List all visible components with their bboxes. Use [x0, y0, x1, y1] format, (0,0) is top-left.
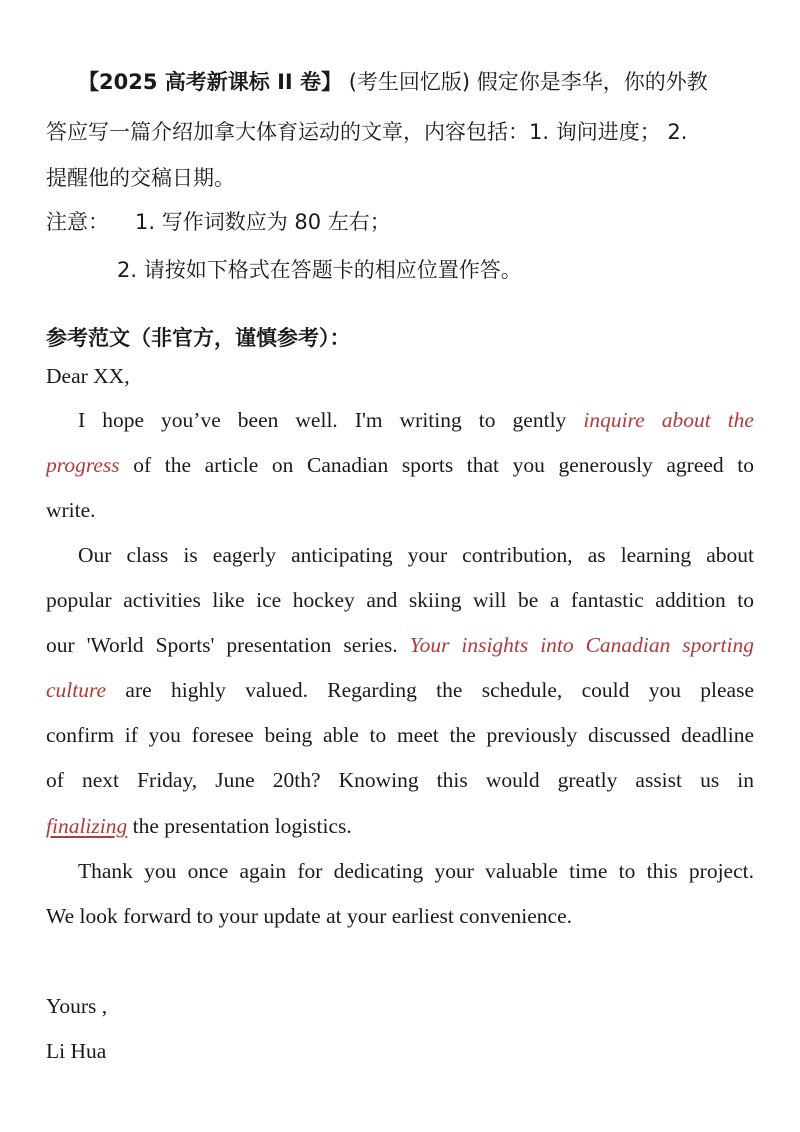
salutation: Dear XX, [46, 364, 130, 388]
p1-line-2-text: of the article on Canadian sports that you generously agreed to [119, 453, 754, 477]
p2-line-3-text: our 'World Sports' presentation series. [46, 633, 410, 657]
p1-line-3: write. [46, 498, 96, 522]
note-label: 注意： [46, 210, 109, 234]
p1-line-2 [46, 453, 754, 478]
prompt-line-2: 答应写一篇介绍加拿大体育运动的文章，内容包括：1. 询问进度； 2. [46, 120, 688, 144]
prompt-line-3: 提醒他的交稿日期。 [46, 166, 235, 190]
highlight-inquire: inquire about the [583, 408, 754, 432]
note-item-2: 2. 请按如下格式在答题卡的相应位置作答。 [117, 258, 522, 282]
p3-line-1: Thank you once again for dedicating your valuable time to this project. [78, 859, 754, 883]
highlight-progress: progress [46, 453, 120, 477]
p2-line-2: popular activities like ice hockey and skiing will be a fantastic addition to [46, 588, 754, 612]
p2-line-5: confirm if you foresee being able to meet the previously discussed deadline [46, 723, 754, 747]
note-line-1 [46, 206, 756, 236]
sample-heading: 参考范文（非官方，谨慎参考）： [46, 326, 351, 350]
p2-line-7-text: the presentation logistics. [127, 814, 352, 838]
prompt-line-1 [78, 66, 758, 96]
p2-line-4 [46, 678, 754, 703]
highlight-culture: culture [46, 678, 107, 702]
p1-line-1-text: I hope you’ve been well. I'm writing to gently [78, 408, 584, 432]
closing: Yours , [46, 994, 108, 1018]
p2-line-4-text: are highly valued. Regarding the schedule, could you please [106, 678, 754, 702]
highlight-insights: Your insights into Canadian sporting [409, 633, 754, 657]
p3-line-2: We look forward to your update at your earliest convenience. [46, 904, 573, 928]
signature: Li Hua [46, 1039, 107, 1063]
note-item-1: 1. 写作词数应为 80 左右； [135, 210, 391, 234]
exam-tag: 【2025 高考新课标 II 卷】 [78, 70, 343, 94]
p2-line-1: Our class is eagerly anticipating your contribution, as learning about [78, 543, 754, 567]
p1-line-1 [78, 408, 754, 433]
prompt-line-1-text: (考生回忆版) 假定你是李华，你的外教 [342, 70, 708, 94]
p2-line-3 [46, 633, 754, 658]
p2-line-7 [46, 814, 754, 839]
p2-line-6: of next Friday, June 20th? Knowing this would greatly assist us in [46, 768, 754, 792]
highlight-finalizing: finalizing [46, 814, 128, 838]
